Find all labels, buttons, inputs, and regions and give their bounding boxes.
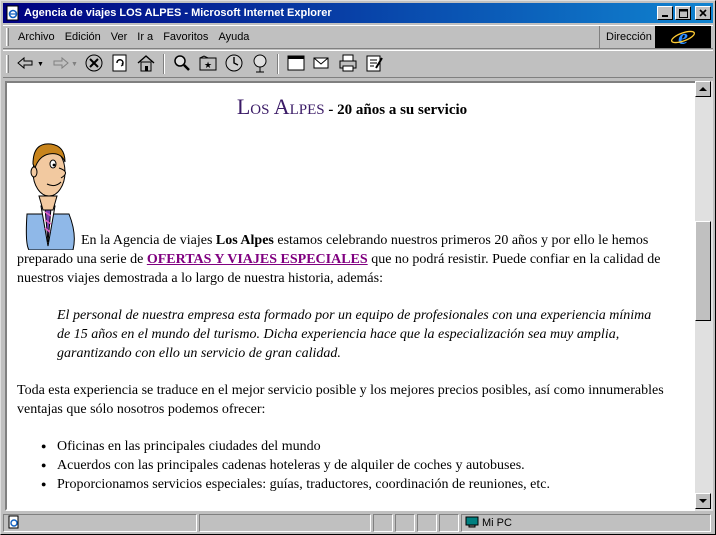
title-bar[interactable] [3, 3, 713, 23]
menu-archivo-label: Archivo [18, 31, 55, 43]
page-heading-subtitle: - 20 años a su servicio [324, 102, 468, 118]
status-pane-small [373, 514, 393, 532]
search-icon [172, 53, 192, 76]
menu-ir-a-label: Ir a [137, 31, 154, 43]
svg-text:★: ★ [203, 59, 212, 70]
mail-icon [312, 53, 332, 76]
menu-ayuda-label: Ayuda [218, 31, 250, 43]
address-bar-toggle[interactable] [599, 26, 652, 48]
menubar-grip[interactable] [6, 28, 9, 46]
edit-icon [364, 53, 384, 76]
history-button[interactable] [224, 52, 244, 76]
forward-icon [50, 55, 70, 74]
page-heading-brand: Los Alpes [236, 94, 325, 119]
edit-button[interactable] [364, 52, 384, 76]
channels-button[interactable] [250, 52, 270, 76]
menu-ir-a[interactable] [132, 29, 158, 45]
intro-brand-bold: Los Alpes [215, 233, 274, 248]
security-zone-pane[interactable] [461, 514, 711, 532]
print-button[interactable] [338, 52, 358, 76]
home-icon [136, 53, 156, 76]
intro-text-before: En la Agencia de viajes [81, 233, 216, 248]
standard-toolbar [3, 50, 713, 78]
intro-text-middle: estamos celebrando nuestros primeros 20 años y por ello le hemos preparado una serie de [17, 233, 649, 267]
services-intro-paragraph: Toda esta experiencia se traduce en el mejor servicio posible y los mejores precios posibles, así como innumerables ventajas que sólo nosotros podemos ofrecer: [17, 383, 664, 417]
favorites-icon [198, 53, 218, 76]
back-icon [16, 55, 36, 74]
back-button[interactable] [16, 52, 44, 76]
services-list [57, 437, 687, 494]
favorites-button[interactable] [198, 52, 218, 76]
scroll-thumb[interactable] [695, 221, 711, 321]
security-zone-label: Mi PC [482, 517, 512, 529]
computer-icon [465, 516, 479, 531]
status-pane-small [395, 514, 415, 532]
maximize-button[interactable] [675, 6, 691, 20]
minimize-button[interactable] [657, 6, 673, 20]
stop-button[interactable] [84, 52, 104, 76]
page-heading [17, 94, 687, 120]
ie-page-icon [5, 5, 21, 21]
status-text-pane [3, 514, 197, 532]
menu-favoritos[interactable] [158, 29, 213, 45]
page-content [7, 83, 695, 494]
menu-ayuda[interactable] [213, 29, 254, 45]
print-icon [338, 53, 358, 76]
toolbar-separator [163, 54, 165, 74]
special-offers-link[interactable]: OFERTAS Y VIAJES ESPECIALES [146, 252, 368, 267]
toolbar-grip[interactable] [6, 55, 9, 73]
home-button[interactable] [136, 52, 156, 76]
forward-button[interactable] [50, 52, 78, 76]
list-item: ● Proporcionamos servicios especiales: guías, traductores, coordinación de reuniones, etc. [57, 475, 687, 494]
menu-edicion[interactable] [60, 29, 106, 45]
forward-dropdown-icon[interactable]: ▼ [70, 60, 78, 68]
refresh-button[interactable] [110, 52, 130, 76]
status-pane-small [417, 514, 437, 532]
menu-favoritos-label: Favoritos [163, 31, 209, 43]
menu-bar [3, 25, 713, 49]
arrow-up-icon [699, 83, 707, 95]
menu-archivo[interactable] [13, 29, 60, 45]
ie-logo-icon [655, 26, 711, 48]
search-button[interactable] [172, 52, 192, 76]
history-icon [224, 53, 244, 76]
list-item: ● Acuerdos con las principales cadenas hoteleras y de alquiler de coches y autobuses. [57, 456, 687, 475]
status-bar [3, 513, 713, 533]
address-label: Dirección [606, 31, 652, 43]
intro-paragraph [17, 134, 687, 288]
menu-ver[interactable] [106, 29, 133, 45]
scroll-down-button[interactable] [695, 493, 711, 509]
status-progress-pane [199, 514, 371, 532]
arrow-down-icon [699, 495, 707, 507]
toolbar-separator [277, 54, 279, 74]
refresh-icon [110, 53, 130, 76]
vertical-scrollbar[interactable] [695, 81, 713, 511]
mail-button[interactable] [312, 52, 332, 76]
back-dropdown-icon[interactable]: ▼ [37, 60, 44, 68]
svg-text:e: e [678, 27, 688, 47]
channels-icon [250, 53, 270, 76]
list-item: ● Oficinas en las principales ciudades del mundo [57, 437, 687, 456]
stop-icon [84, 53, 104, 76]
fullscreen-button[interactable] [286, 52, 306, 76]
scroll-up-button[interactable] [695, 81, 711, 97]
window-title: Agencia de viajes LOS ALPES - Microsoft Internet Explorer [24, 7, 332, 19]
menu-ver-label: Ver [110, 31, 128, 43]
page-loaded-icon [7, 515, 21, 532]
page-viewport[interactable] [5, 81, 697, 511]
fullscreen-icon [286, 53, 306, 76]
intro-text-after: que no podrá resistir. Puede confiar en la calidad de nuestros viajes demostrada a lo largo de nuestra historia, además: [17, 252, 661, 286]
status-pane-small [439, 514, 459, 532]
mascot-image [17, 134, 77, 250]
menu-edicion-label: Edición [64, 31, 101, 43]
close-button[interactable] [695, 6, 711, 20]
staff-quote: El personal de nuestra empresa esta formado por un equipo de profesionales con una experiencia mínima de 15 años en el mundo del turismo. Dicha experiencia hace que la especialización sea muy amplia, garantizando con ello un servicio de gran calidad. [57, 308, 652, 361]
